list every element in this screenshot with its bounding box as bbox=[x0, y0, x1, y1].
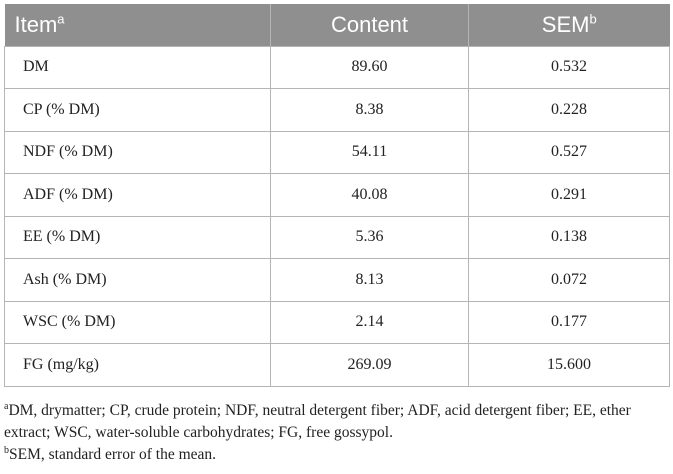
cell-content: 40.08 bbox=[271, 174, 469, 217]
footnote-b-text: SEM, standard error of the mean. bbox=[9, 446, 217, 463]
cell-sem: 15.600 bbox=[469, 344, 670, 387]
footnote-a-marker: a bbox=[4, 400, 9, 412]
cell-content: 5.36 bbox=[271, 216, 469, 259]
table-row bbox=[5, 344, 670, 387]
table-footnotes bbox=[4, 400, 669, 466]
composition-table-container bbox=[4, 4, 669, 387]
header-sem-footnote-marker: b bbox=[589, 11, 597, 27]
table-row bbox=[5, 216, 670, 259]
table-row bbox=[5, 301, 670, 344]
header-content bbox=[271, 4, 469, 46]
table-row bbox=[5, 89, 670, 132]
cell-sem: 0.177 bbox=[469, 301, 670, 344]
cell-item: DM bbox=[5, 46, 271, 89]
cell-item: ADF (% DM) bbox=[5, 174, 271, 217]
cell-content: 54.11 bbox=[271, 131, 469, 174]
footnote-a-text: DM, drymatter; CP, crude protein; NDF, neutral detergent fiber; ADF, acid detergent fiber; EE, ether extract; WSC, water-soluble carbohydrates; FG, free gossypol. bbox=[4, 402, 631, 441]
header-item-footnote-marker: a bbox=[57, 11, 65, 27]
cell-content: 2.14 bbox=[271, 301, 469, 344]
cell-sem: 0.072 bbox=[469, 259, 670, 302]
cell-item: EE (% DM) bbox=[5, 216, 271, 259]
header-item bbox=[5, 4, 271, 46]
header-item-label: Item bbox=[14, 11, 58, 37]
cell-item: WSC (% DM) bbox=[5, 301, 271, 344]
table-row bbox=[5, 131, 670, 174]
header-row bbox=[5, 4, 670, 46]
table-row bbox=[5, 174, 670, 217]
cell-sem: 0.228 bbox=[469, 89, 670, 132]
cell-content: 89.60 bbox=[271, 46, 469, 89]
header-sem-label: SEM bbox=[541, 11, 590, 37]
table-header bbox=[5, 4, 670, 46]
table-row bbox=[5, 259, 670, 302]
table-row bbox=[5, 46, 670, 89]
cell-item: NDF (% DM) bbox=[5, 131, 271, 174]
composition-table bbox=[4, 4, 670, 387]
header-sem bbox=[469, 4, 670, 46]
cell-sem: 0.291 bbox=[469, 174, 670, 217]
cell-sem: 0.138 bbox=[469, 216, 670, 259]
cell-item: FG (mg/kg) bbox=[5, 344, 271, 387]
cell-item: CP (% DM) bbox=[5, 89, 271, 132]
table-body bbox=[5, 46, 670, 386]
cell-item: Ash (% DM) bbox=[5, 259, 271, 302]
footnote-b bbox=[4, 444, 669, 466]
cell-sem: 0.527 bbox=[469, 131, 670, 174]
footnote-a bbox=[4, 400, 669, 444]
cell-content: 8.13 bbox=[271, 259, 469, 302]
cell-sem: 0.532 bbox=[469, 46, 670, 89]
cell-content: 8.38 bbox=[271, 89, 469, 132]
cell-content: 269.09 bbox=[271, 344, 469, 387]
footnote-b-marker: b bbox=[4, 444, 9, 456]
header-content-label: Content bbox=[330, 11, 409, 37]
